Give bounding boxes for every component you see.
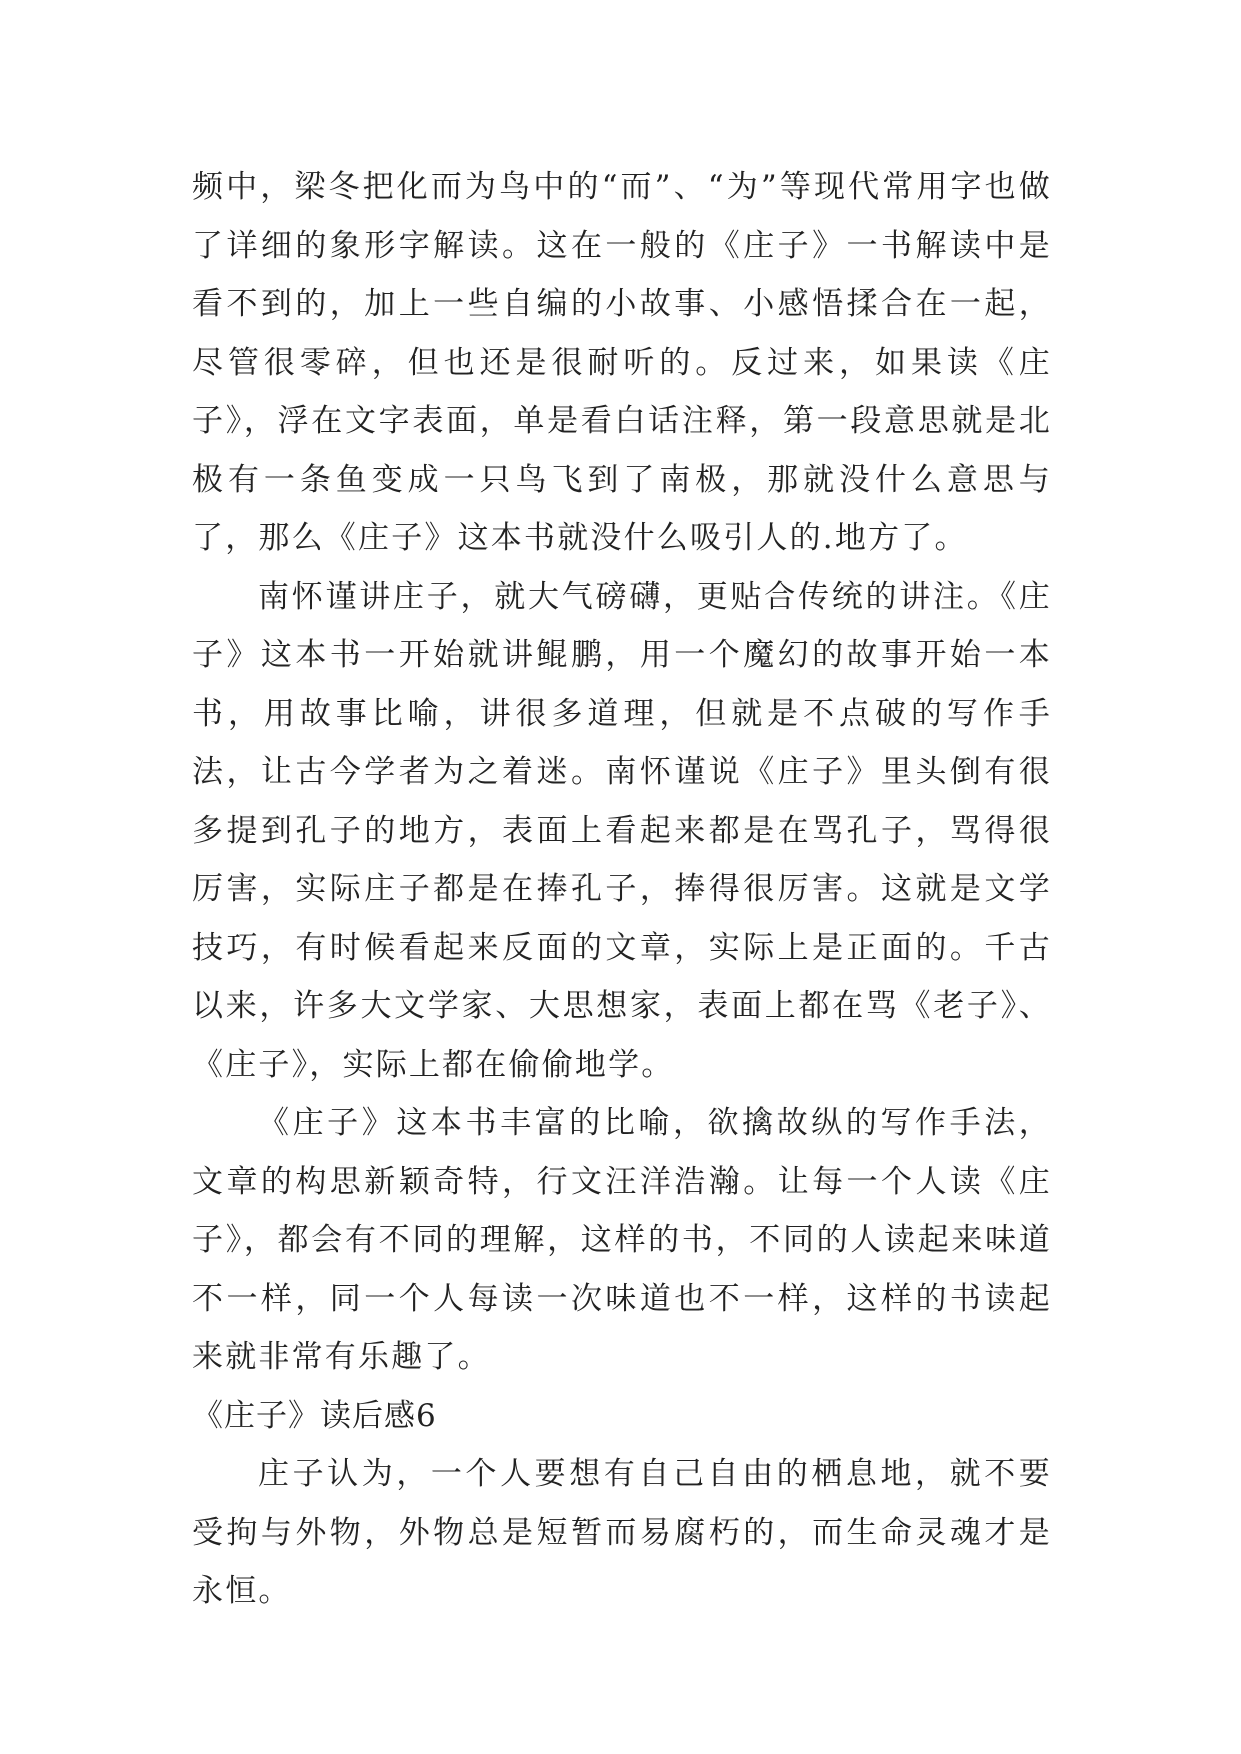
paragraph-4: 庄子认为，一个人要想有自己自由的栖息地，就不要受拘与外物，外物总是短暂而易腐朽的，而生命灵魂才是永恒。 <box>192 1456 1052 1609</box>
section-heading: 《庄子》读后感6 <box>192 1397 437 1434</box>
paragraph-1: 频中，梁冬把化而为鸟中的“而”、“为”等现代常用字也做了详细的象形字解读。这在一般的《庄子》一书解读中是看不到的，加上一些自编的小故事、小感悟揉合在一起，尽管很零碎，但也还是很耐听的。反过来，如果读《庄子》，浮在文字表面，单是看白话注释，第一段意思就是北极有一条鱼变成一只鸟飞到了南极，那就没什么意思与了，那么《庄子》这本书就没什么吸引人的.地方了。 <box>192 169 1052 556</box>
paragraph-3: 《庄子》这本书丰富的比喻，欲擒故纵的写作手法，文章的构思新颖奇特，行文汪洋浩瀚。让每一个人读《庄子》，都会有不同的理解，这样的书，不同的人读起来味道不一样，同一个人每读一次味道也不一样，这样的书读起来就非常有乐趣了。 <box>192 1105 1052 1375</box>
paragraph-2: 南怀谨讲庄子，就大气磅礴，更贴合传统的讲注。《庄子》这本书一开始就讲鲲鹏，用一个魔幻的故事开始一本书，用故事比喻，讲很多道理，但就是不点破的写作手法，让古今学者为之着迷。南怀谨说《庄子》里头倒有很多提到孔子的地方，表面上看起来都是在骂孔子，骂得很厉害，实际庄子都是在捧孔子，捧得很厉害。这就是文学技巧，有时候看起来反面的文章，实际上是正面的。千古以来，许多大文学家、大思想家，表面上都在骂《老子》、《庄子》，实际上都在偷偷地学。 <box>192 578 1052 1083</box>
document-body <box>192 158 1052 1621</box>
